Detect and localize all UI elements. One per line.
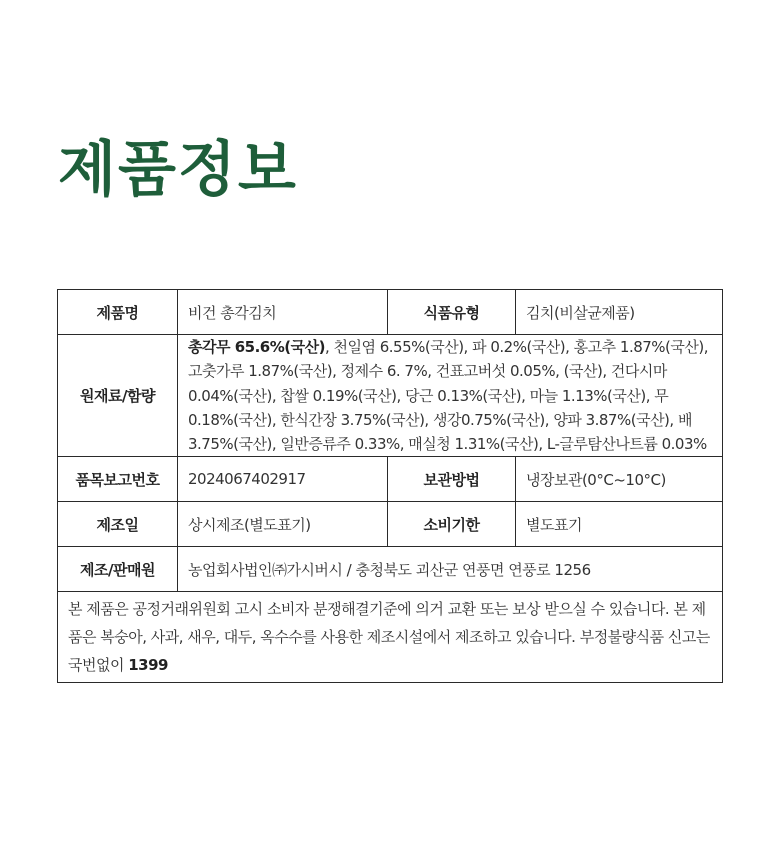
report-no-label: 품목보고번호 [58, 457, 178, 502]
ingredients-label: 원재료/함량 [58, 335, 178, 457]
storage-label: 보관방법 [388, 457, 516, 502]
table-row [58, 290, 723, 335]
hotline-number: 1399 [128, 656, 168, 675]
manufacturer-label: 제조/판매원 [58, 547, 178, 592]
storage-value: 냉장보관(0°C~10°C) [516, 457, 723, 502]
food-type-value: 김치(비살균제품) [516, 290, 723, 335]
mfg-date-label: 제조일 [58, 502, 178, 547]
report-no-value: 2024067402917 [178, 457, 388, 502]
manufacturer-value: 농업회사법인㈜가시버시 / 충청북도 괴산군 연풍면 연풍로 1256 [178, 547, 723, 592]
notice-body: 본 제품은 공정거래위원회 고시 소비자 분쟁해결기준에 의거 교환 또는 보상 받으실 수 있습니다. 본 제품은 복숭아, 사과, 새우, 대두, 옥수수를 사용한 제조시설에서 제조하고 있습니다. 부정불량식품 신고는 국번없이 [68, 600, 710, 675]
table-row [58, 457, 723, 502]
table-row [58, 547, 723, 592]
mfg-date-value: 상시제조(별도표기) [178, 502, 388, 547]
product-name-value: 비건 총각김치 [178, 290, 388, 335]
notice-text [58, 592, 723, 683]
page-title: 제품정보 [58, 135, 298, 205]
food-type-label: 식품유형 [388, 290, 516, 335]
product-info-table [57, 289, 723, 683]
table-row [58, 592, 723, 683]
other-ingredients: , 천일염 6.55%(국산), 파 0.2%(국산), 홍고추 1.87%(국산), 고춧가루 1.87%(국산), 정제수 6. 7%, 건표고버섯 0.05%, (국산), 건다시마 0.04%(국산), 찹쌀 0.19%(국산), 당근 0.13%(국산), 마늘 1.13%(국산), 무 0.18%(국산), 한식간장 3.75%(국산), 생강0.75%(국산), 양파 3.87%(국산), 배 3.75%(국산), 일반증류주 0.33%, 매실청 1.31%(국산), L-글루탐산나트륨 0.03% [188, 338, 709, 454]
table-row [58, 335, 723, 457]
main-ingredient: 총각무 65.6%(국산) [188, 338, 325, 356]
expiry-label: 소비기한 [388, 502, 516, 547]
expiry-value: 별도표기 [516, 502, 723, 547]
product-name-label: 제품명 [58, 290, 178, 335]
table-row [58, 502, 723, 547]
ingredients-value [178, 335, 723, 457]
